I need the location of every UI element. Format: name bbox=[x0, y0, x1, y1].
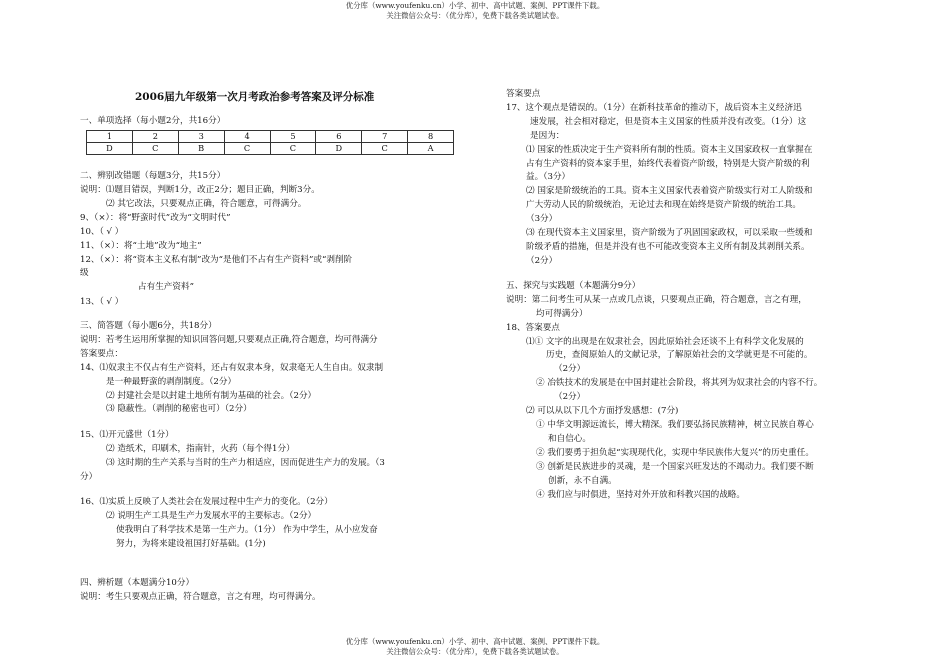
right-line: 历史，查阅原始人的文献记录，了解原始社会的文学就更是不可能的。 bbox=[546, 350, 813, 360]
right-line: 是因为： bbox=[530, 131, 565, 141]
section3-line: 16、⑴实质上反映了人类社会在发展过程中生产力的变化。（2分） bbox=[80, 497, 333, 507]
section2-heading: 二、辨别改错题（每题3分，共15分） bbox=[80, 171, 226, 181]
section3-line: 答案要点： bbox=[80, 349, 123, 359]
footer-banner-line1: 优分库（www.youfenku.cn）小学、初中、高中试题、案例、PPT课件下载。 bbox=[345, 637, 605, 646]
table-cell: C bbox=[132, 143, 178, 155]
right-line: ③ 创新是民族进步的灵魂，是一个国家兴旺发达的不竭动力。我们要不断 bbox=[536, 462, 814, 472]
section2-line: 11、（×）：将“土地”改为“地主” bbox=[80, 241, 202, 251]
table-cell: C bbox=[362, 143, 408, 155]
section2-line: 级 bbox=[80, 268, 89, 278]
table-cell: 5 bbox=[270, 131, 316, 143]
right-line: ⑵ 可以从以下几个方面抒发感想：(7分) bbox=[526, 406, 679, 416]
page-title: 2006届九年级第一次月考政治参考答案及评分标准 bbox=[135, 91, 375, 103]
section1-heading: 一、单项选择（每小题2分，共16分） bbox=[80, 116, 226, 126]
section3-line: 说明：若考生运用所掌握的知识回答问题,只要观点正确,符合题意，均可得满分 bbox=[80, 335, 378, 345]
right-line: 均可得满分） bbox=[536, 309, 588, 319]
right-line: （2分） bbox=[554, 364, 586, 374]
table-cell: B bbox=[178, 143, 224, 155]
right-line: 说明：第二问考生可从某一点或几点谈，只要观点正确，符合题意，言之有理， bbox=[506, 295, 807, 305]
section2-line: 10、（ √ ） bbox=[80, 227, 124, 237]
section3-line: 努力，为将来建设祖国打好基础。(1分) bbox=[116, 539, 266, 549]
right-line: ① 中华文明源远流长，博大精深。我们要弘扬民族精神，树立民族自尊心 bbox=[536, 420, 814, 430]
right-line: ④ 我们应与时俱进，坚持对外开放和科教兴国的战略。 bbox=[536, 490, 745, 500]
table-cell: 6 bbox=[316, 131, 362, 143]
table-cell: 3 bbox=[178, 131, 224, 143]
table-cell: 2 bbox=[132, 131, 178, 143]
section2-line: 9、（×）：将“野蛮时代”改为“文明时代” bbox=[80, 213, 231, 223]
section3-line: ⑶ 这时期的生产关系与当时的生产力相适应，因而促进生产力的发展。（3 bbox=[106, 458, 385, 468]
footer-banner-line2: 关注微信公众号：（优分库），免费下载各类试题试卷。 bbox=[386, 646, 564, 656]
section4-heading: 四、辨析题（本题满分10分） bbox=[80, 578, 195, 588]
right-line: ⑶ 在现代资本主义国家里，资产阶级为了巩固国家政权，可以采取一些缓和 bbox=[526, 228, 813, 238]
right-line: 速发展，社会相对稳定，但是资本主义国家的性质并没有改变。（1分）这 bbox=[530, 117, 807, 127]
table-cell: D bbox=[316, 143, 362, 155]
right-line: 和自信心。 bbox=[548, 434, 591, 444]
right-line: ⑴ 国家的性质决定于生产资料所有制的性质。资本主义国家政权一直掌握在 bbox=[526, 145, 813, 155]
section3-line: 是一种最野蛮的剥削制度。（2分） bbox=[106, 377, 237, 387]
table-cell: 8 bbox=[408, 131, 454, 143]
section2-line: ⑵ 其它改法，只要观点正确，符合题意，可得满分。 bbox=[106, 199, 307, 209]
table-cell: D bbox=[87, 143, 133, 155]
right-line: ⑵ 国家是阶级统治的工具。资本主义国家代表着资产阶级实行对工人阶级和 bbox=[526, 186, 813, 196]
table-cell: A bbox=[408, 143, 454, 155]
header-banner bbox=[0, 1, 950, 20]
right-line: 阶级矛盾的措施，但是并没有也不可能改变资本主义所有制及其剥削关系。 bbox=[526, 242, 810, 252]
table-cell: 7 bbox=[362, 131, 408, 143]
section2-line: 12、（×）：将“资本主义私有制”改为“是他们不占有生产资料”或“剥削阶 bbox=[80, 255, 353, 265]
section3-heading: 三、简答题（每小题6分，共18分） bbox=[80, 321, 217, 331]
section3-line: 14、⑴奴隶主不仅占有生产资料，还占有奴隶本身，奴隶毫无人生自由。奴隶制 bbox=[80, 363, 384, 373]
right-line: 17、这个观点是错误的。（1分）在新科技革命的推动下，战后资本主义经济迅 bbox=[506, 103, 802, 113]
table-cell: 1 bbox=[87, 131, 133, 143]
right-line: 答案要点 bbox=[506, 89, 541, 99]
right-line: 占有生产资料的资本家手里，始终代表着资产阶级，特别是大资产阶级的利 bbox=[526, 159, 810, 169]
right-line: （2分） bbox=[526, 256, 558, 266]
answer-table-number-row bbox=[87, 131, 454, 143]
right-line: （3分） bbox=[526, 214, 558, 224]
right-line: ② 冶铁技术的发展是在中国封建社会阶段，将其列为奴隶社会的内容不行。 bbox=[536, 378, 823, 388]
right-line: ⑴① 文字的出现是在奴隶社会，因此原始社会还谈不上有科学文化发展的 bbox=[526, 337, 804, 347]
header-banner-line2: 关注微信公众号：（优分库），免费下载各类试题试卷。 bbox=[386, 10, 564, 20]
section3-line: ⑶ 隐蔽性。（剥削的秘密也可）（2分） bbox=[106, 404, 252, 414]
header-banner-line1: 优分库（www.youfenku.cn）小学、初中、高中试题、案例、PPT课件下载。 bbox=[345, 1, 605, 10]
section3-line: ⑵ 说明生产工具是生产力发展水平的主要标志。（2分） bbox=[106, 511, 317, 521]
table-cell: C bbox=[224, 143, 270, 155]
section2-line: 13、（ √ ） bbox=[80, 297, 124, 307]
right-line: 创新，永不自满。 bbox=[548, 476, 617, 486]
right-line: 益。（3分） bbox=[526, 172, 571, 182]
answer-table-answer-row bbox=[87, 143, 454, 155]
right-line: （2分） bbox=[554, 392, 586, 402]
right-line: 广大劳动人民的阶级统治，无论过去和现在始终是资产阶级的统治工具。 bbox=[526, 200, 802, 210]
section2-line: 占有生产资料” bbox=[138, 282, 194, 292]
section3-line: 使我明白了科学技术是第一生产力。（1分） 作为中学生，从小应发奋 bbox=[116, 525, 378, 535]
right-line: ② 我们要勇于担负起“实现现代化，实现中华民族伟大复兴”的历史重任。 bbox=[536, 448, 814, 458]
answer-table bbox=[86, 130, 454, 155]
section3-line: 分） bbox=[80, 472, 98, 482]
table-cell: 4 bbox=[224, 131, 270, 143]
section4-line: 说明：考生只要观点正确，符合题意，言之有理，均可得满分。 bbox=[80, 592, 321, 602]
section3-line: 15、⑴开元盛世（1分） bbox=[80, 430, 174, 440]
section3-line: ⑵ 造纸术，印刷术，指南针，火药（每个得1分） bbox=[106, 444, 295, 454]
table-cell: C bbox=[270, 143, 316, 155]
section2-line: 说明：⑴题目错误，判断1分，改正2分；题目正确，判断3分。 bbox=[80, 185, 320, 195]
footer-banner bbox=[0, 637, 950, 656]
section3-line: ⑵ 封建社会是以封建土地所有制为基础的社会。（2分） bbox=[106, 391, 317, 401]
section5-heading: 五、探究与实践题（本题满分9分） bbox=[506, 281, 641, 291]
right-line: 18、答案要点 bbox=[506, 323, 560, 333]
